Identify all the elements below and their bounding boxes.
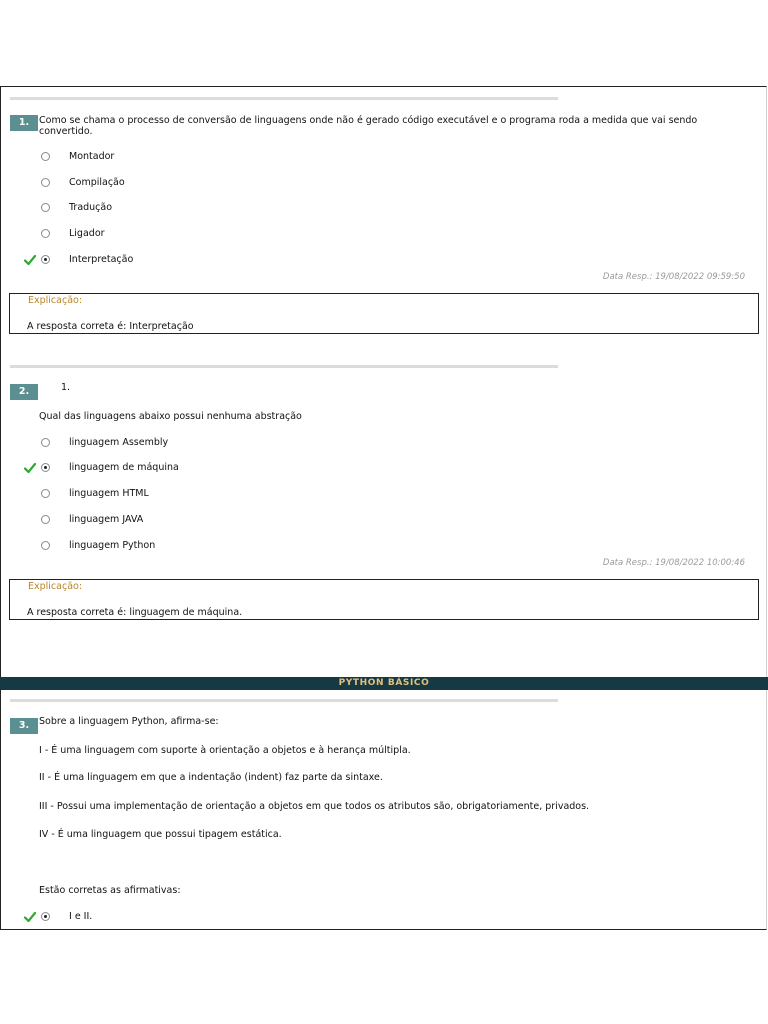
radio-button-icon[interactable] (41, 178, 50, 187)
question-prompt: Estão corretas as afirmativas: (39, 885, 181, 896)
option-label: Interpretação (69, 254, 134, 265)
statement: III - Possui uma implementação de orientação a objetos em que todos os atributos são, obrigatoriamente, privados. (39, 801, 590, 812)
explanation-text: A resposta correta é: Interpretação (27, 321, 194, 332)
answer-date: Data Resp.: 19/08/2022 09:59:50 (602, 272, 745, 282)
explanation-title: Explicação: (28, 295, 83, 306)
option-label: linguagem Python (69, 540, 156, 551)
question-number-badge: 3. (10, 718, 38, 734)
explanation-box (9, 293, 759, 334)
radio-button-icon[interactable] (41, 203, 50, 212)
option-row[interactable] (24, 177, 424, 191)
question-separator (10, 699, 558, 702)
option-row[interactable] (24, 488, 424, 502)
option-row-selected[interactable] (24, 462, 424, 476)
option-label: linguagem JAVA (69, 514, 144, 525)
explanation-title: Explicação: (28, 581, 83, 592)
green-checkmark-icon (24, 254, 36, 266)
option-label: Ligador (69, 228, 105, 239)
question-number-badge: 2. (10, 384, 38, 400)
option-row-selected[interactable] (24, 254, 424, 268)
option-label: I e II. (69, 911, 93, 922)
green-checkmark-icon (24, 911, 36, 923)
option-label: Tradução (69, 202, 113, 213)
radio-button-icon[interactable] (41, 541, 50, 550)
radio-button-icon[interactable] (41, 515, 50, 524)
question-text: Qual das linguagens abaixo possui nenhuma abstração (39, 411, 302, 422)
radio-button-icon[interactable] (41, 489, 50, 498)
question-text: Sobre a linguagem Python, afirma-se: (39, 716, 219, 727)
option-row-selected[interactable] (24, 911, 424, 925)
radio-button-icon[interactable] (41, 438, 50, 447)
option-label: linguagem HTML (69, 488, 149, 499)
section-banner: PYTHON BÁSICO (0, 677, 768, 690)
radio-button-icon[interactable] (41, 229, 50, 238)
radio-button-icon[interactable] (41, 912, 50, 921)
question-text: Como se chama o processo de conversão de linguagens onde não é gerado código executável e o programa roda a medida que vai sendo convertido. (39, 115, 698, 137)
option-label: linguagem Assembly (69, 437, 169, 448)
explanation-text: A resposta correta é: linguagem de máquina. (27, 607, 243, 618)
question-separator (10, 365, 558, 368)
question-separator (10, 97, 558, 100)
answer-date: Data Resp.: 19/08/2022 10:00:46 (602, 558, 745, 568)
green-checkmark-icon (24, 462, 36, 474)
option-row[interactable] (24, 514, 424, 528)
statement: IV - É uma linguagem que possui tipagem estática. (39, 829, 282, 840)
option-row[interactable] (24, 540, 424, 554)
question-prefix: 1. (61, 382, 71, 393)
radio-button-icon[interactable] (41, 152, 50, 161)
option-label: Montador (69, 151, 115, 162)
option-label: Compilação (69, 177, 125, 188)
radio-button-icon[interactable] (41, 463, 50, 472)
option-row[interactable] (24, 202, 424, 216)
option-row[interactable] (24, 151, 424, 165)
option-row[interactable] (24, 228, 424, 242)
question-number-badge: 1. (10, 115, 38, 131)
option-label: linguagem de máquina (69, 462, 179, 473)
statement: II - É uma linguagem em que a indentação (indent) faz parte da sintaxe. (39, 772, 383, 783)
radio-button-icon[interactable] (41, 255, 50, 264)
option-row[interactable] (24, 437, 424, 451)
explanation-box (9, 579, 759, 620)
statement: I - É uma linguagem com suporte à orientação a objetos e à herança múltipla. (39, 745, 411, 756)
